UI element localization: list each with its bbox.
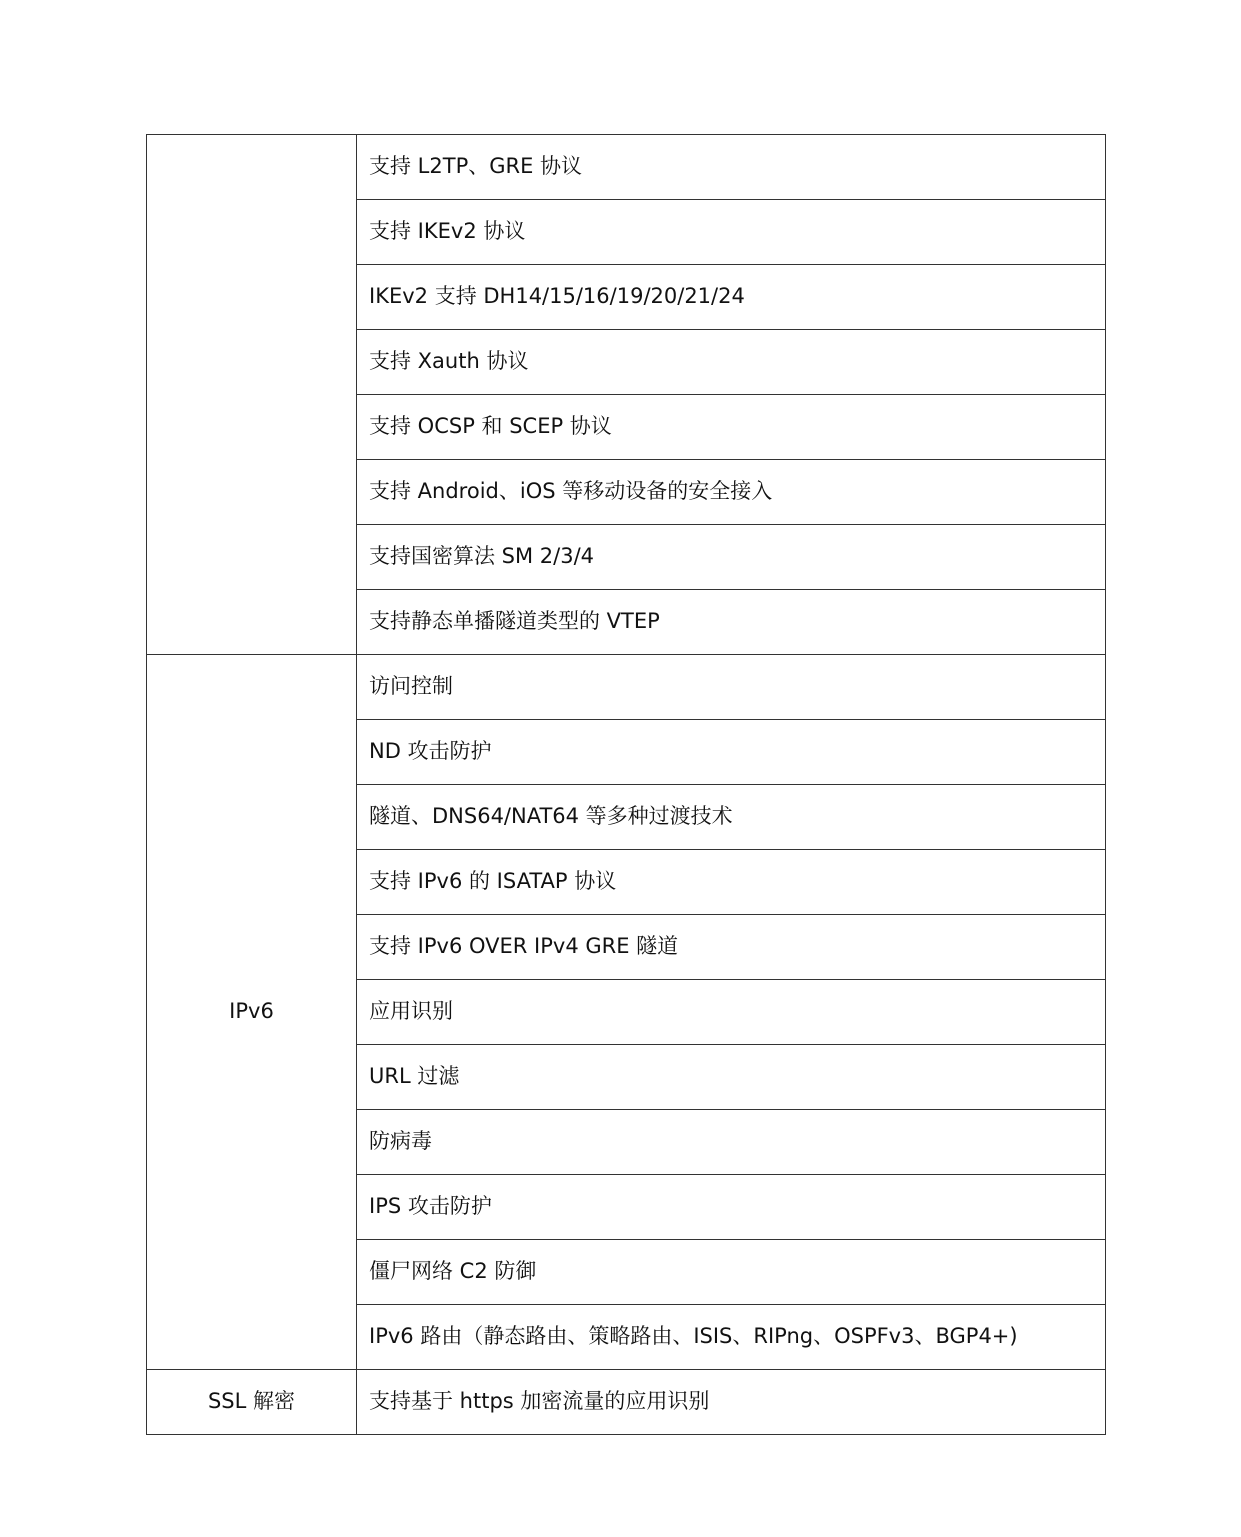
- feature-cell: 支持 Xauth 协议: [357, 330, 1106, 395]
- feature-cell: URL 过滤: [357, 1045, 1106, 1110]
- feature-cell: 应用识别: [357, 980, 1106, 1045]
- table-row: [147, 655, 1106, 720]
- feature-cell: 支持 IPv6 的 ISATAP 协议: [357, 850, 1106, 915]
- feature-cell: 支持 Android、iOS 等移动设备的安全接入: [357, 460, 1106, 525]
- category-cell-ssl: SSL 解密: [147, 1370, 357, 1435]
- feature-cell: 访问控制: [357, 655, 1106, 720]
- table-row: [147, 1370, 1106, 1435]
- feature-cell: 隧道、DNS64/NAT64 等多种过渡技术: [357, 785, 1106, 850]
- feature-cell: 支持 OCSP 和 SCEP 协议: [357, 395, 1106, 460]
- category-cell: [147, 135, 357, 655]
- feature-cell: 支持国密算法 SM 2/3/4: [357, 525, 1106, 590]
- feature-cell: 支持 IKEv2 协议: [357, 200, 1106, 265]
- feature-cell: 支持 L2TP、GRE 协议: [357, 135, 1106, 200]
- feature-cell: ND 攻击防护: [357, 720, 1106, 785]
- feature-cell: IPv6 路由（静态路由、策略路由、ISIS、RIPng、OSPFv3、BGP4+): [357, 1305, 1106, 1370]
- feature-cell: IKEv2 支持 DH14/15/16/19/20/21/24: [357, 265, 1106, 330]
- feature-spec-table: [146, 134, 1106, 1435]
- feature-cell: 僵尸网络 C2 防御: [357, 1240, 1106, 1305]
- feature-cell: 防病毒: [357, 1110, 1106, 1175]
- feature-cell: 支持基于 https 加密流量的应用识别: [357, 1370, 1106, 1435]
- category-cell-ipv6: IPv6: [147, 655, 357, 1370]
- table-row: [147, 135, 1106, 200]
- feature-cell: IPS 攻击防护: [357, 1175, 1106, 1240]
- feature-cell: 支持静态单播隧道类型的 VTEP: [357, 590, 1106, 655]
- feature-cell: 支持 IPv6 OVER IPv4 GRE 隧道: [357, 915, 1106, 980]
